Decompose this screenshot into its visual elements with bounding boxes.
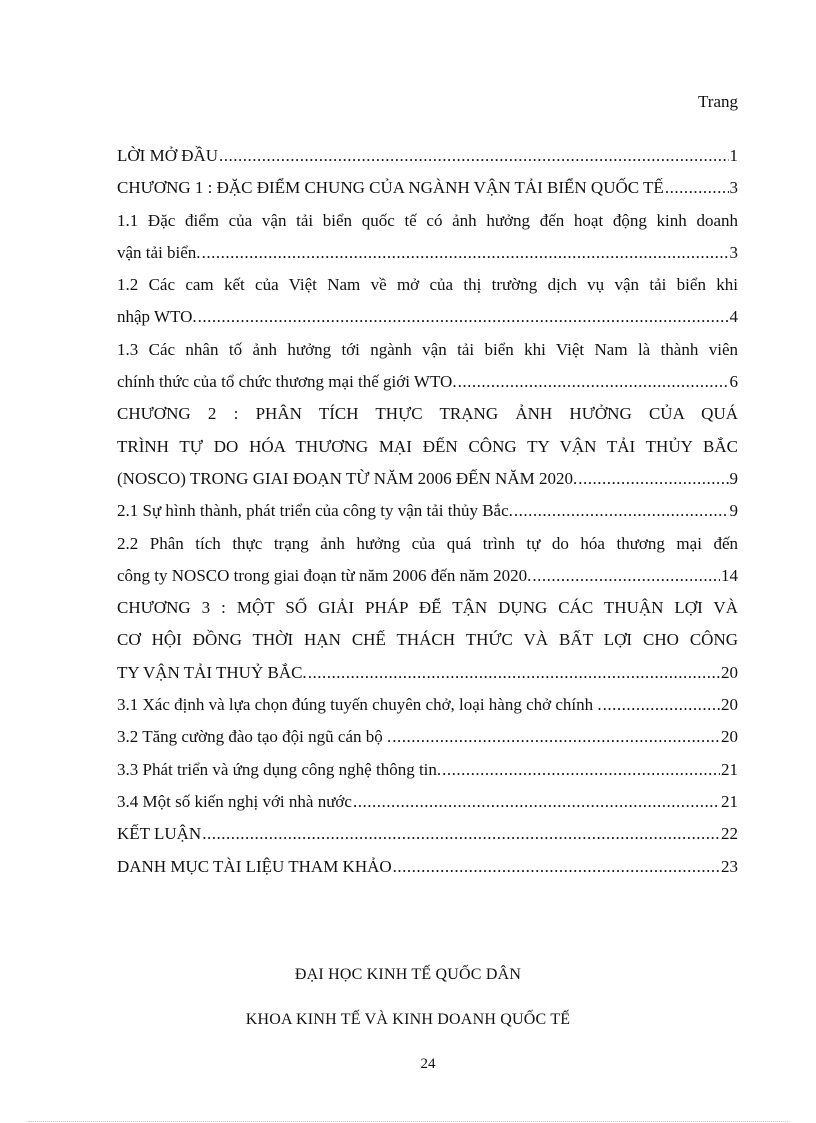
toc-entry[interactable] bbox=[117, 786, 738, 818]
toc-entry[interactable] bbox=[117, 398, 738, 495]
toc-entry-line bbox=[117, 366, 738, 398]
toc-entry[interactable] bbox=[117, 140, 738, 172]
toc-page-number: 20 bbox=[721, 695, 738, 715]
dot-leader bbox=[392, 721, 720, 753]
toc-entry[interactable] bbox=[117, 754, 738, 786]
toc-entry-text: công ty NOSCO trong giai đoạn từ năm 2006 đến năm 2020. bbox=[117, 565, 532, 585]
toc-entry-text: 3.1 Xác định và lựa chọn đúng tuyến chuyên chở, loại hàng chở chính . bbox=[117, 695, 602, 715]
faculty-name: KHOA KINH TẾ VÀ KINH DOANH QUỐC TẾ bbox=[245, 1011, 571, 1028]
toc-entry-text: 2.1 Sự hình thành, phát triển của công ty vận tải thủy Bắc. bbox=[117, 501, 513, 521]
toc-entry-text: 1.2 Các cam kết của Việt Nam về mở của thị trường dịch vụ vận tải biển khi bbox=[117, 275, 738, 295]
toc-entry-line bbox=[117, 786, 738, 818]
university-name: ĐẠI HỌC KINH TẾ QUỐC DÂN bbox=[294, 966, 522, 983]
dot-leader bbox=[393, 851, 720, 883]
toc-entry[interactable] bbox=[117, 205, 738, 270]
dot-leader bbox=[532, 560, 720, 592]
toc-entry-text: CHƯƠNG 2 : PHÂN TÍCH THỰC TRẠNG ẢNH HƯỞNG CỦA QUÁ bbox=[117, 404, 738, 424]
toc-page-number: 4 bbox=[729, 307, 738, 327]
dot-leader bbox=[202, 237, 729, 269]
toc-entry-text: 3.3 Phát triển và ứng dụng công nghệ thông tin. bbox=[117, 759, 442, 779]
toc-page-number: 20 bbox=[721, 727, 738, 747]
toc-entry-text: TRÌNH TỰ DO HÓA THƯƠNG MẠI ĐẾN CÔNG TY VẬN TẢI THỦY BẮC bbox=[117, 436, 738, 456]
toc-entry[interactable] bbox=[117, 721, 738, 753]
toc-entry-line bbox=[117, 463, 738, 495]
toc-entry-line bbox=[117, 818, 738, 850]
toc-page-number: 3 bbox=[729, 242, 738, 262]
toc-entry-text: CHƯƠNG 3 : MỘT SỐ GIẢI PHÁP ĐỂ TẬN DỤNG CÁC THUẬN LỢI VÀ bbox=[117, 598, 738, 618]
toc-entry[interactable] bbox=[117, 495, 738, 527]
toc-entry-text: KẾT LUẬN bbox=[117, 824, 202, 844]
table-of-contents bbox=[117, 140, 738, 883]
toc-page-number: 3 bbox=[729, 178, 738, 198]
toc-page-number: 6 bbox=[729, 372, 738, 392]
toc-entry[interactable] bbox=[117, 818, 738, 850]
toc-entry-line bbox=[117, 237, 738, 269]
toc-page-number: 23 bbox=[721, 856, 738, 876]
toc-entry-line bbox=[117, 851, 738, 883]
toc-entry-text: CƠ HỘI ĐỒNG THỜI HẠN CHẾ THÁCH THỨC VÀ BẤT LỢI CHO CÔNG bbox=[117, 630, 738, 650]
toc-entry[interactable] bbox=[117, 592, 738, 689]
dot-leader bbox=[198, 301, 729, 333]
toc-entry-line bbox=[117, 140, 738, 172]
toc-entry-text: 1.3 Các nhân tố ảnh hưởng tới ngành vận tải biển khi Việt Nam là thành viên bbox=[117, 339, 738, 359]
toc-page-number: 14 bbox=[721, 565, 738, 585]
dot-leader bbox=[603, 689, 720, 721]
toc-page-number: 9 bbox=[729, 468, 738, 488]
toc-entry[interactable] bbox=[117, 334, 738, 399]
toc-entry[interactable] bbox=[117, 269, 738, 334]
toc-entry-text: 1.1 Đặc điểm của vận tải biển quốc tế có ảnh hưởng đến hoạt động kinh doanh bbox=[117, 210, 738, 230]
toc-entry-line bbox=[117, 495, 738, 527]
page-number: 24 bbox=[420, 1056, 436, 1072]
page-column-label: Trang bbox=[698, 92, 738, 111]
toc-entry[interactable] bbox=[117, 172, 738, 204]
dot-leader bbox=[578, 463, 728, 495]
toc-entry-text: chính thức của tổ chức thương mại thế giới WTO. bbox=[117, 372, 457, 392]
toc-entry-line bbox=[117, 721, 738, 753]
dot-leader bbox=[665, 172, 729, 204]
institution-block bbox=[0, 952, 816, 1042]
toc-entry-line bbox=[117, 560, 738, 592]
toc-entry-text: nhập WTO. bbox=[117, 307, 197, 327]
toc-entry-text: 2.2 Phân tích thực trạng ảnh hưởng của quá trình tự do hóa thương mại đến bbox=[117, 533, 738, 553]
dot-leader bbox=[353, 786, 720, 818]
toc-page-number: 22 bbox=[721, 824, 738, 844]
toc-entry-text: vận tải biển. bbox=[117, 242, 201, 262]
toc-entry[interactable] bbox=[117, 528, 738, 593]
dot-leader bbox=[202, 818, 720, 850]
toc-entry-text: 3.4 Một số kiến nghị với nhà nước bbox=[117, 791, 352, 811]
toc-entry[interactable] bbox=[117, 851, 738, 883]
toc-entry-line bbox=[117, 689, 738, 721]
toc-page-number: 21 bbox=[721, 759, 738, 779]
toc-entry-line bbox=[117, 172, 738, 204]
toc-entry-line bbox=[117, 301, 738, 333]
dot-leader bbox=[514, 495, 729, 527]
dot-leader bbox=[458, 366, 729, 398]
dot-leader bbox=[219, 140, 728, 172]
page-bottom-divider bbox=[28, 1121, 788, 1122]
toc-entry-text: CHƯƠNG 1 : ĐẶC ĐIỂM CHUNG CỦA NGÀNH VẬN TẢI BIỂN QUỐC TẾ bbox=[117, 178, 664, 198]
toc-page-number: 1 bbox=[729, 146, 738, 165]
toc-entry[interactable] bbox=[117, 689, 738, 721]
toc-page-number: 20 bbox=[721, 662, 738, 682]
toc-entry-line bbox=[117, 657, 738, 689]
toc-entry-text: DANH MỤC TÀI LIỆU THAM KHẢO bbox=[117, 856, 392, 876]
toc-entry-text: (NOSCO) TRONG GIAI ĐOẠN TỪ NĂM 2006 ĐẾN NĂM 2020. bbox=[117, 468, 578, 488]
toc-entry-text: LỜI MỞ ĐẦU bbox=[117, 146, 219, 165]
dot-leader bbox=[308, 657, 720, 689]
toc-entry-line bbox=[117, 754, 738, 786]
dot-leader bbox=[442, 754, 720, 786]
toc-entry-text: 3.2 Tăng cường đào tạo đội ngũ cán bộ . bbox=[117, 727, 392, 747]
toc-page-number: 21 bbox=[721, 791, 738, 811]
toc-page-number: 9 bbox=[729, 501, 738, 521]
toc-entry-text: TY VẬN TẢI THUỶ BẮC. bbox=[117, 662, 307, 682]
